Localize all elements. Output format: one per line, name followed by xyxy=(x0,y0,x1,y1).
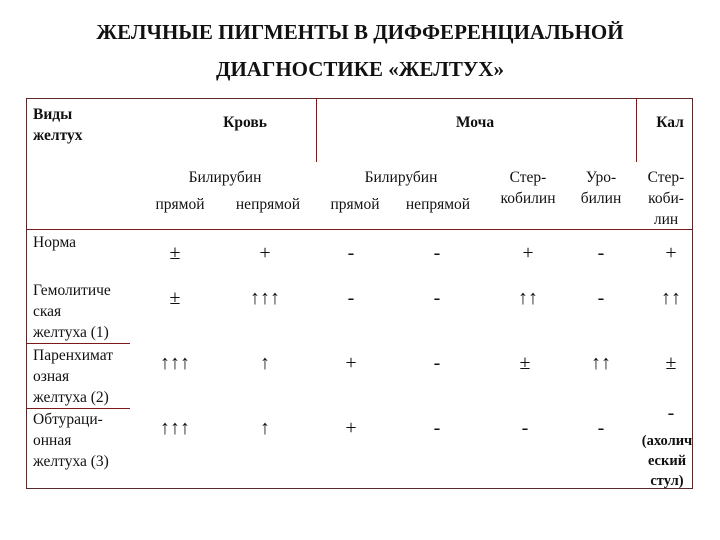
cell-norm-urobilin: - xyxy=(597,242,605,264)
row-name-parenchymal-line-2: озная xyxy=(33,368,70,385)
header-indirect-blood: непрямой xyxy=(235,196,301,213)
header-types xyxy=(33,104,83,146)
cell-hemolytic-stool-sterco: ↑↑ xyxy=(661,287,681,309)
cell-norm-stool-sterco: + xyxy=(665,242,677,264)
header-blood: Кровь xyxy=(223,114,267,131)
cell-obstructive-stool-sterco: - xyxy=(667,402,675,424)
header-types-line-2: желтух xyxy=(33,127,83,144)
row-name-obstructive xyxy=(33,409,109,472)
cell-hemolytic-urine-indirect: - xyxy=(433,287,441,309)
cell-hemolytic-blood-indirect: ↑↑↑ xyxy=(250,287,280,309)
header-urobilin-line-1: Уро- xyxy=(585,169,617,186)
row-name-hemolytic xyxy=(33,280,111,343)
header-direct-urine: прямой xyxy=(330,196,380,213)
header-indirect-urine: непрямой xyxy=(405,196,471,213)
header-stool: Кал xyxy=(656,114,684,131)
cell-parenchymal-blood-indirect: ↑ xyxy=(260,352,270,374)
header-urobilin xyxy=(566,167,636,209)
cell-norm-blood-direct: ± xyxy=(169,242,181,264)
cell-norm-urine-direct: - xyxy=(347,242,355,264)
stool-note-line-3: стул) xyxy=(650,473,684,489)
title-line-2: ДИАГНОСТИКЕ «ЖЕЛТУХ» xyxy=(216,57,504,81)
row-name-norm-line-1: Норма xyxy=(33,234,77,251)
header-urine: Моча xyxy=(455,114,495,131)
cell-hemolytic-urine-direct: - xyxy=(347,287,355,309)
cell-obstructive-urine-indirect: - xyxy=(433,417,441,439)
title-line-1: ЖЕЛЧНЫЕ ПИГМЕНТЫ В ДИФФЕРЕНЦИАЛЬНОЙ xyxy=(96,20,624,44)
row-name-obstructive-line-3: желтуха (3) xyxy=(33,453,109,470)
row-name-hemolytic-line-2: ская xyxy=(33,303,62,320)
cell-parenchymal-urobilin: ↑↑ xyxy=(591,352,611,374)
stool-note-line-2: еский xyxy=(647,453,687,469)
header-types-line-1: Виды xyxy=(33,106,73,123)
header-bilirubin-urine: Билирубин xyxy=(364,169,438,186)
cell-hemolytic-blood-direct: ± xyxy=(169,287,181,309)
row-name-obstructive-line-1: Обтураци- xyxy=(33,411,103,428)
row-name-obstructive-line-2: онная xyxy=(33,432,72,449)
cell-hemolytic-urobilin: - xyxy=(597,287,605,309)
cell-norm-urine-indirect: - xyxy=(433,242,441,264)
row-name-parenchymal-line-3: желтуха (2) xyxy=(33,389,109,406)
cell-parenchymal-urine-sterco: ± xyxy=(519,352,531,374)
header-sterco-stool-line-3: лин xyxy=(653,211,679,228)
cell-parenchymal-urine-indirect: - xyxy=(433,352,441,374)
row-name-hemolytic-line-3: желтуха (1) xyxy=(33,324,109,341)
row-name-parenchymal-line-1: Паренхимат xyxy=(33,347,113,364)
cell-obstructive-urine-direct: + xyxy=(345,417,357,439)
row-name-norm xyxy=(33,232,76,253)
header-sterco-stool-line-2: коби- xyxy=(648,190,684,207)
header-sterco-stool-line-1: Стер- xyxy=(647,169,685,186)
cell-parenchymal-urine-direct: + xyxy=(345,352,357,374)
header-urobilin-line-2: билин xyxy=(580,190,622,207)
cell-norm-blood-indirect: + xyxy=(259,242,271,264)
header-direct-blood: прямой xyxy=(155,196,205,213)
header-sterco-stool xyxy=(638,167,694,230)
cell-obstructive-urobilin: - xyxy=(597,417,605,439)
cell-norm-urine-sterco: + xyxy=(522,242,534,264)
cell-parenchymal-stool-sterco: ± xyxy=(665,352,677,374)
cell-obstructive-blood-direct: ↑↑↑ xyxy=(160,417,190,439)
cell-obstructive-stool-note xyxy=(636,431,698,491)
stool-note-line-1: (ахолич xyxy=(641,433,693,449)
header-sterco-urine xyxy=(484,167,572,209)
header-sterco-urine-line-2: кобилин xyxy=(500,190,556,207)
header-bilirubin-blood: Билирубин xyxy=(188,169,262,186)
cell-obstructive-urine-sterco: - xyxy=(521,417,529,439)
cell-hemolytic-urine-sterco: ↑↑ xyxy=(518,287,538,309)
row-name-parenchymal xyxy=(33,345,113,408)
row-name-hemolytic-line-1: Гемолитиче xyxy=(33,282,111,299)
header-sterco-urine-line-1: Стер- xyxy=(509,169,547,186)
cell-obstructive-blood-indirect: ↑ xyxy=(260,417,270,439)
cell-parenchymal-blood-direct: ↑↑↑ xyxy=(160,352,190,374)
